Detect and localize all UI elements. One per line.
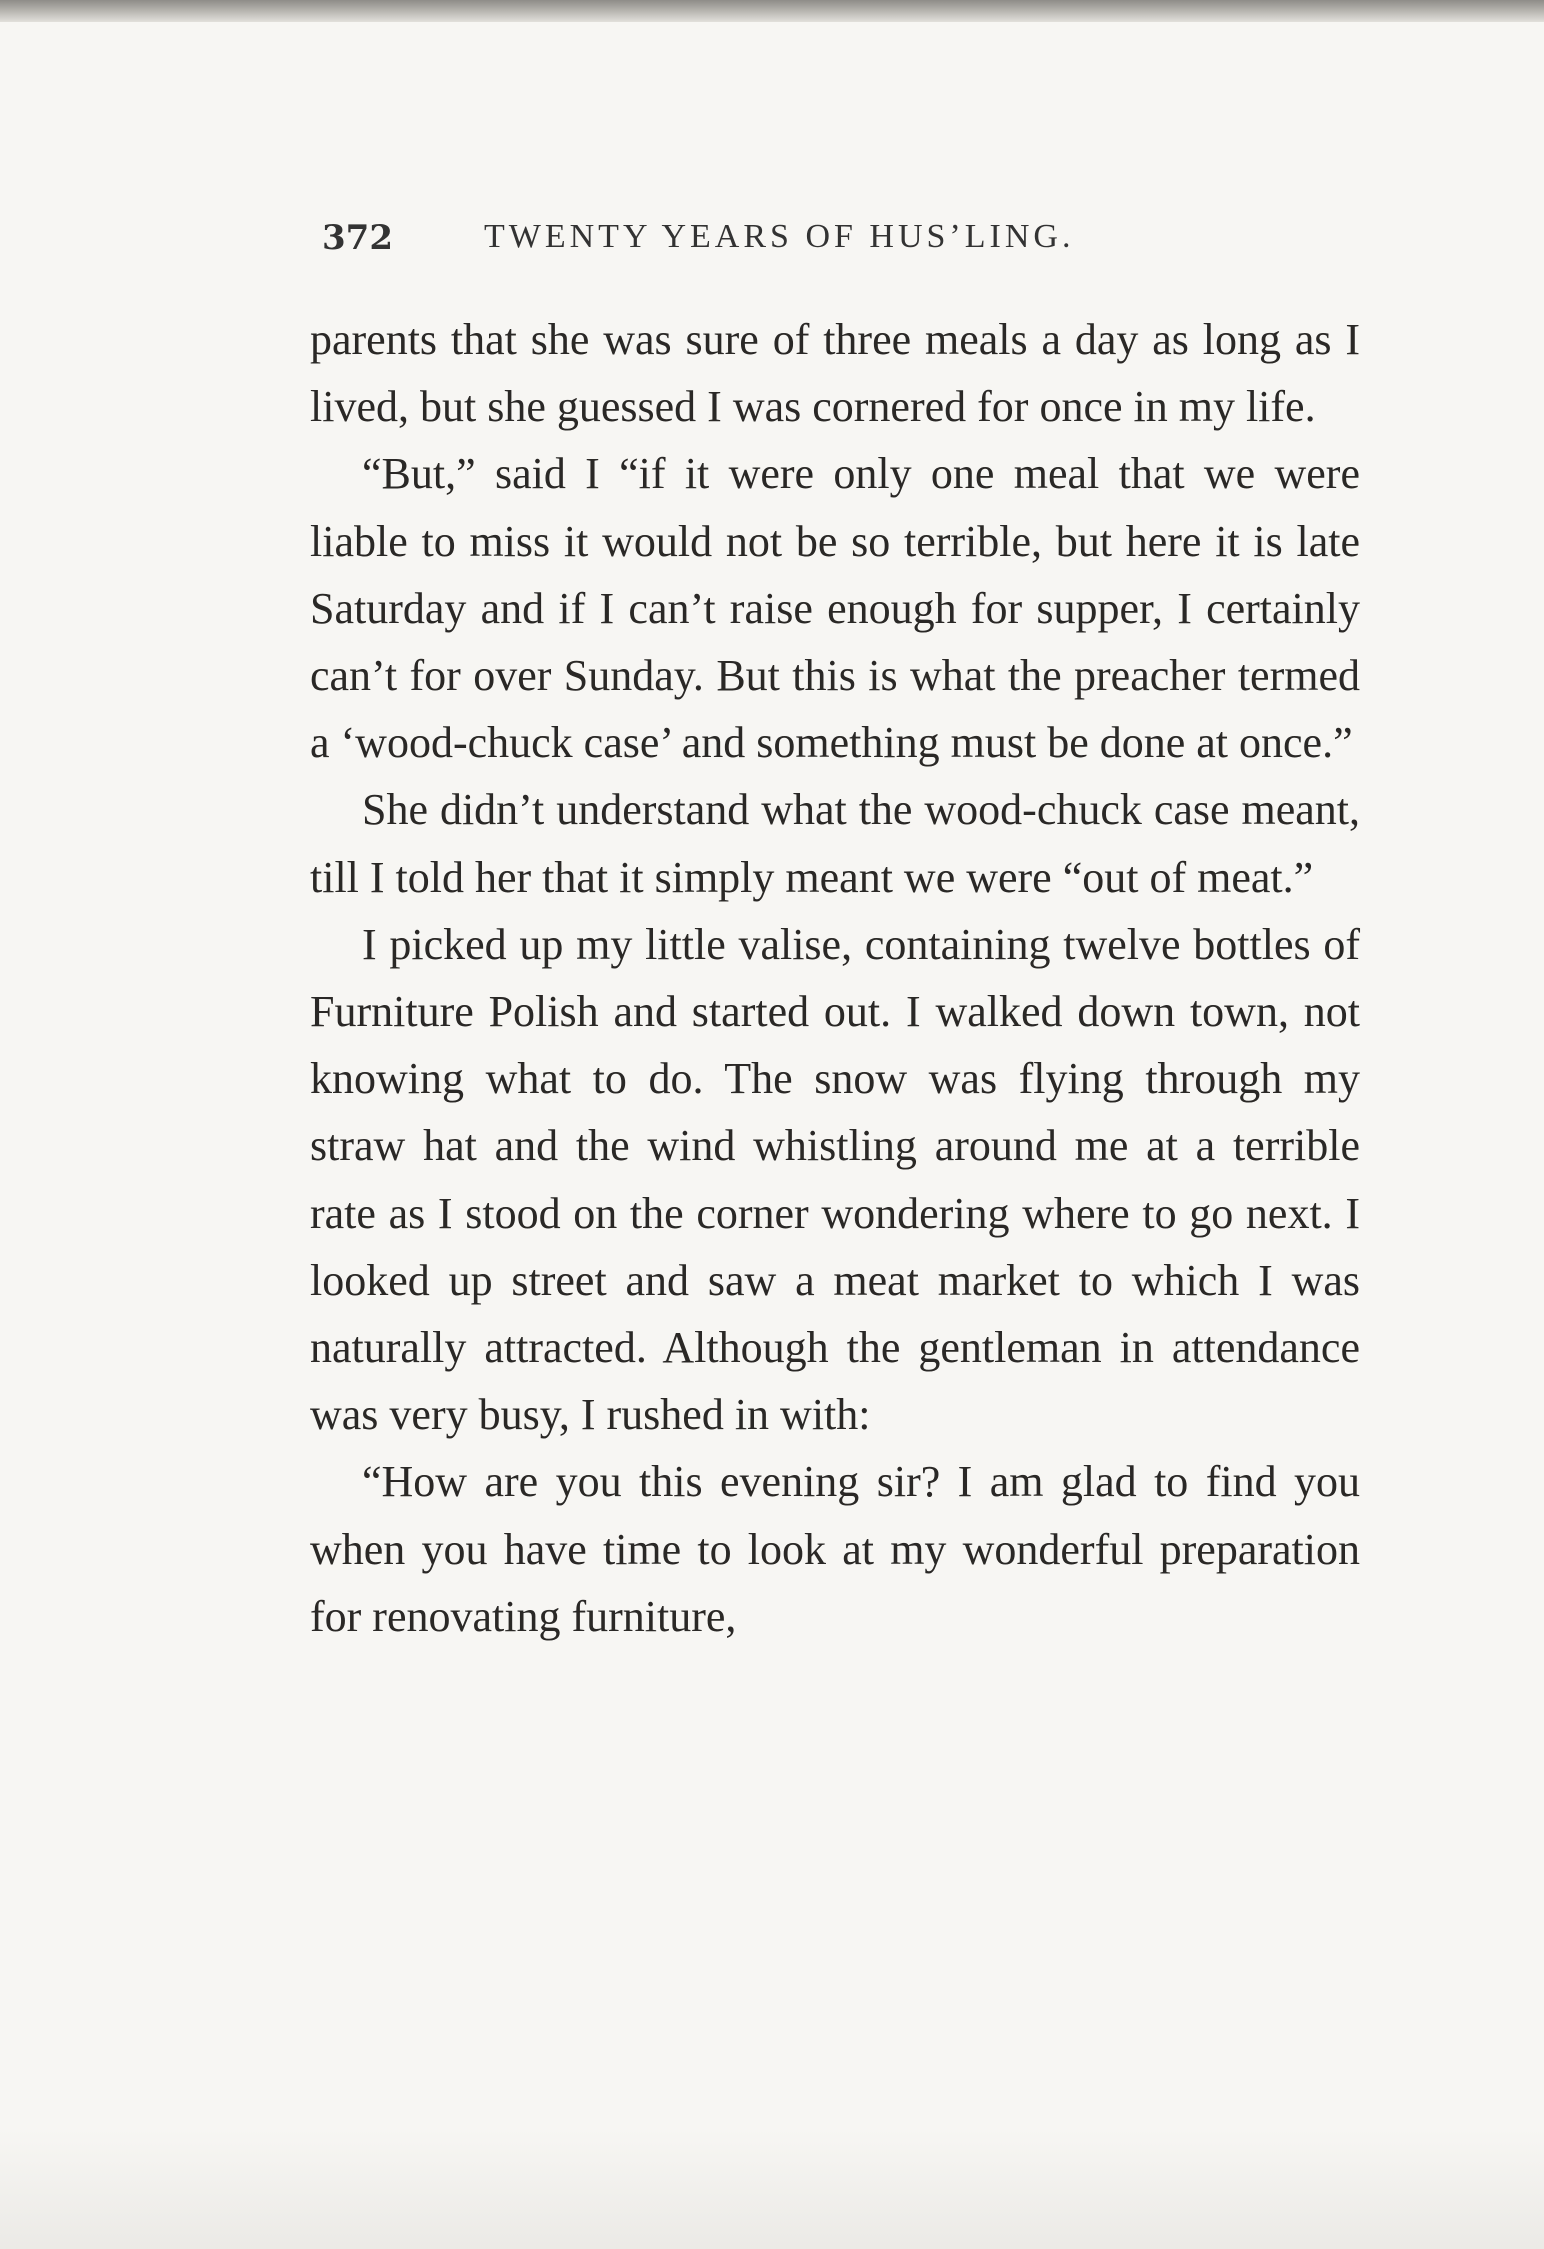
scan-bottom-noise xyxy=(0,2129,1544,2249)
paragraph-3: She didn’t understand what the wood-chuck case meant, till I told her that it simply meant we were “out of meat.” xyxy=(310,785,1360,902)
paragraph-2: “But,” said I “if it were only one meal that we were liable to miss it would not be so terrible, but here it is late Saturday and if I can’t raise enough for supper, I certainly can’t for over Sunday. But this is what the preacher termed a ‘wood-chuck case’ and something must be done at once.” xyxy=(310,449,1360,768)
body-text xyxy=(310,306,1360,1650)
page-number: 372 xyxy=(322,218,393,258)
page-header xyxy=(310,200,1370,270)
scan-top-edge xyxy=(0,0,1544,22)
paragraph-4: I picked up my little valise, containing twelve bottles of Furniture Polish and started out. I walked down town, not knowing what to do. The snow was flying through my straw hat and the wind whistling around me at a terrible rate as I stood on the corner wondering where to go next. I looked up street and saw a meat market to which I was naturally attracted. Although the gentleman in attendance was very busy, I rushed in with: xyxy=(310,919,1360,1440)
running-head: TWENTY YEARS OF HUS’LING. xyxy=(484,218,1075,255)
paragraph-5: “How are you this evening sir? I am glad to find you when you have time to look at my wonderful preparation for renovating furniture, xyxy=(310,1457,1360,1641)
book-page xyxy=(310,200,1370,1641)
paragraph-1: parents that she was sure of three meals a day as long as I lived, but she guessed I was cornered for once in my life. xyxy=(310,315,1360,432)
